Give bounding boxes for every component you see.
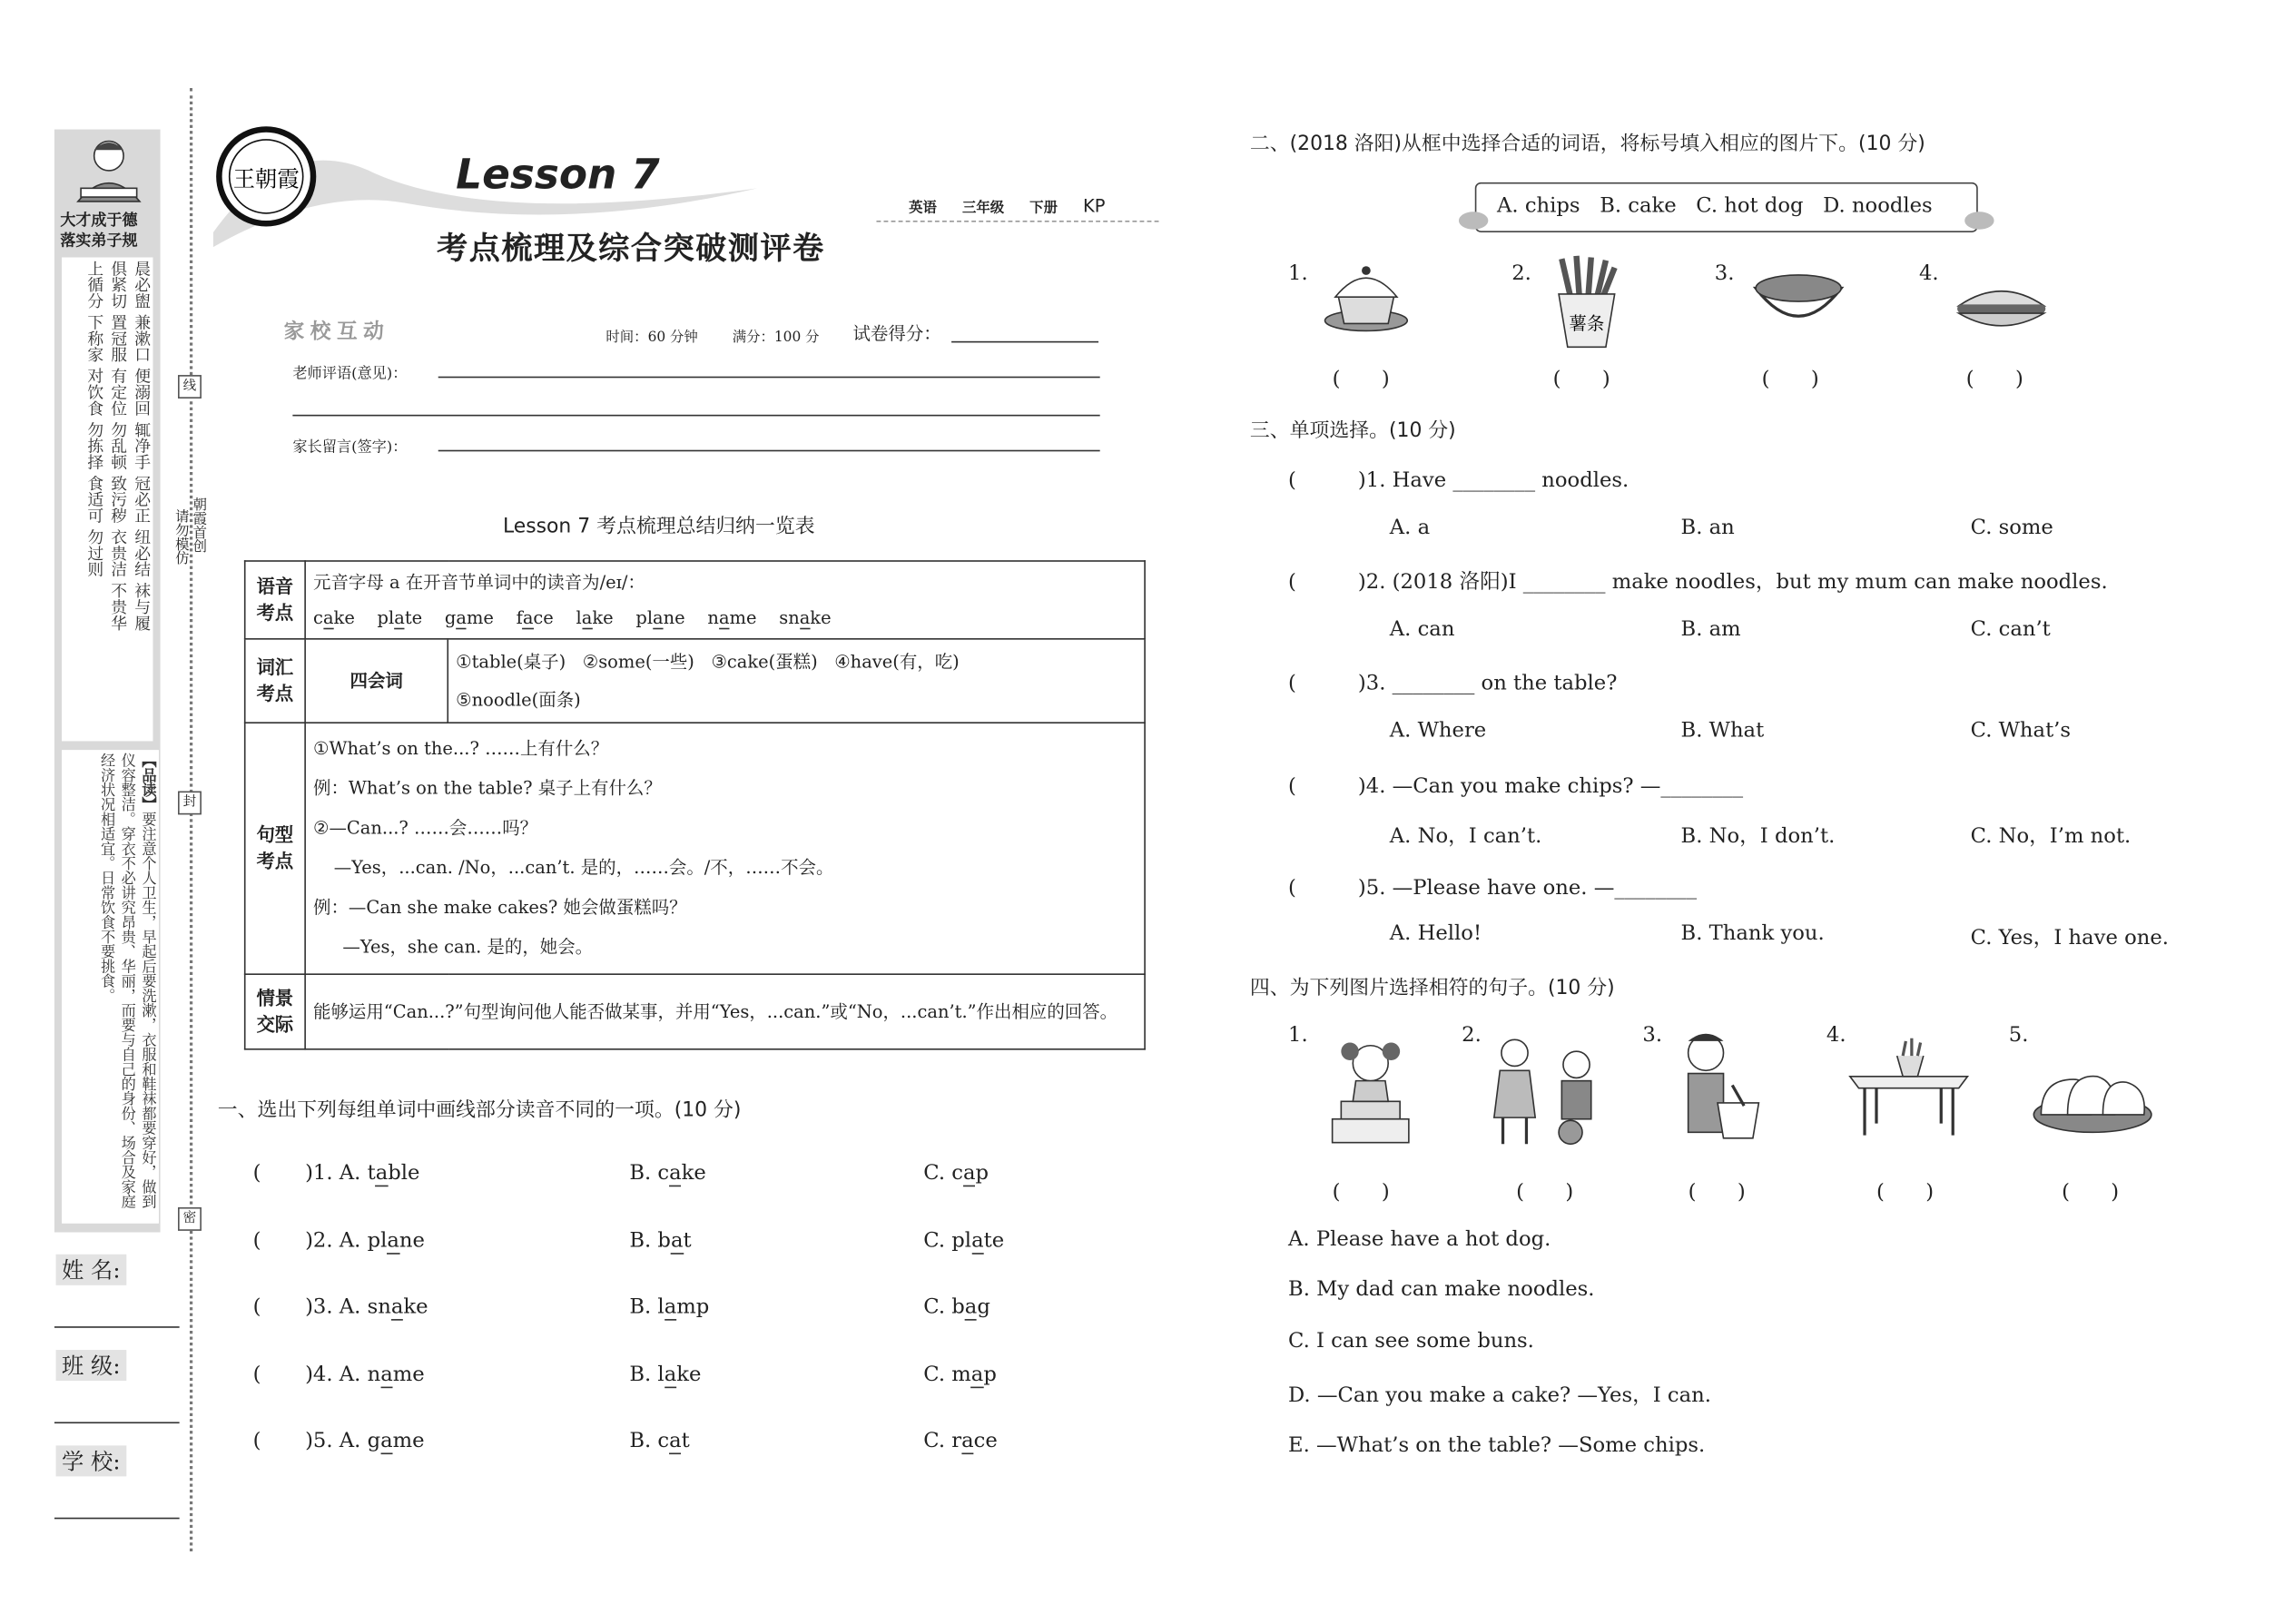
word-part: pl <box>635 607 654 628</box>
underlined-word <box>779 607 831 629</box>
sentence-option: D. —Can you make a cake? —Yes，I can. <box>1288 1383 1711 1408</box>
option-c: C. cap <box>923 1161 989 1186</box>
situation-content: 能够运用“Can...?”句型询问他人能否做某事，并用“Yes，...can.”或“No，...can’t.”作出相应的回答。 <box>305 974 1145 1049</box>
tag-grade: 三年级 <box>961 200 1005 217</box>
wangzhaoxia-logo <box>213 121 320 227</box>
answer-blank[interactable]: ( <box>252 1362 261 1386</box>
tag-edition: KP <box>1083 195 1106 217</box>
motto-2: 落实弟子规 <box>60 231 138 251</box>
phonetics-content <box>305 561 1145 639</box>
word-part: t <box>367 1161 376 1186</box>
sentence-option: E. —What’s on the table? —Some chips. <box>1288 1433 1706 1458</box>
verse-column: 晨必盥 兼漱口 便溺回 辄净手 冠必正 纽必结 袜与履 <box>132 260 152 631</box>
pindu-box <box>62 750 159 1224</box>
word-part: ke <box>592 607 614 628</box>
word-part: m <box>951 1362 971 1386</box>
word-part: g <box>367 1429 381 1453</box>
option-c: C. plate <box>923 1228 1005 1253</box>
word-part: t <box>681 1429 690 1453</box>
underlined-word <box>313 607 355 629</box>
school-field[interactable] <box>54 1518 180 1520</box>
word-part: g <box>977 1295 990 1320</box>
answer-blank[interactable]: ( <box>1288 570 1338 595</box>
home-school-label: 家校互动 <box>283 320 390 345</box>
question-row <box>1288 566 2108 595</box>
binding-mark: 密 <box>178 1207 202 1231</box>
sentence-line: —Yes，she can. 是的，她会。 <box>342 936 594 958</box>
underlined-word <box>517 607 554 629</box>
picture-number: 4. <box>1826 1023 1846 1048</box>
vocab-row <box>245 639 1145 723</box>
option-c: C. race <box>923 1429 998 1453</box>
word-part: pl <box>367 1228 388 1253</box>
answer-blank[interactable]: ( <box>1288 876 1338 901</box>
picture-number: 3. <box>1642 1023 1663 1048</box>
word-options: A. chips B. cake C. hot dog D. noodles <box>1497 193 1933 218</box>
score-field[interactable] <box>951 341 1098 343</box>
underlined-letter: a <box>322 607 334 628</box>
underlined-word <box>635 607 684 629</box>
underlined-letter: a <box>375 1161 389 1186</box>
question-row <box>1288 668 1617 697</box>
leaf-decoration <box>1456 203 2000 236</box>
underlined-word <box>657 1363 701 1388</box>
underlined-letter: a <box>394 607 405 628</box>
word-part: sn <box>779 607 800 628</box>
underlined-word <box>368 1228 425 1254</box>
answer-blank[interactable]: ( ) <box>1332 1180 1390 1205</box>
question-row <box>1288 770 1743 799</box>
answer-blank[interactable]: ( ) <box>1552 367 1610 391</box>
underlined-word <box>378 607 423 629</box>
word-part: g <box>444 607 457 628</box>
sentence-content <box>305 723 1145 974</box>
row-header: 情景交际 <box>245 974 305 1049</box>
vocab-item: ②some(一些) <box>582 651 694 673</box>
dizigui-verse <box>62 257 153 741</box>
buns-picture <box>2029 1068 2155 1138</box>
word-part: r <box>951 1429 962 1453</box>
answer-option: A. can <box>1389 616 1455 641</box>
notice-1: 朝霞首创 <box>189 497 206 554</box>
parent-message-field[interactable] <box>438 450 1100 452</box>
underlined-letter: a <box>664 1362 677 1386</box>
underlined-letter: a <box>962 1161 976 1186</box>
picture-number: 1. <box>1288 1023 1308 1048</box>
word-part: n <box>367 1362 381 1386</box>
word-part: c <box>657 1429 670 1453</box>
word-part: t <box>683 1228 692 1253</box>
answer-blank[interactable]: ( <box>252 1429 261 1453</box>
word-part: me <box>729 607 757 628</box>
motto-1: 大才成于德 <box>60 212 138 230</box>
underlined-letter: a <box>718 607 730 628</box>
score-label: 试卷得分： <box>852 323 941 345</box>
word-part: p <box>983 1362 997 1386</box>
svg-text:薯条: 薯条 <box>1569 312 1605 334</box>
sentence-option: A. Please have a hot dog. <box>1288 1227 1551 1252</box>
underlined-letter: a <box>390 1295 404 1320</box>
underlined-letter: a <box>799 607 811 628</box>
answer-blank[interactable]: ( ) <box>1965 367 2023 391</box>
picture-number: 3. <box>1714 261 1735 286</box>
option-b: B. bat <box>629 1228 692 1253</box>
two-children-picture <box>1482 1032 1609 1153</box>
class-label: 班 级: <box>56 1350 126 1381</box>
man-cooking-picture <box>1673 1027 1767 1147</box>
word-part: me <box>466 607 494 628</box>
answer-option: C. What’s <box>1970 718 2072 743</box>
word-part: pl <box>951 1228 972 1253</box>
word-part: l <box>576 607 582 628</box>
answer-blank[interactable]: ( <box>252 1228 261 1253</box>
question-text: )5. —Please have one. —________ <box>1357 876 1698 901</box>
row-header: 句型考点 <box>245 723 305 974</box>
word-part: ke <box>333 607 355 628</box>
word-part: te <box>404 607 423 628</box>
option-c: C. bag <box>923 1295 990 1320</box>
full-score: 满分：100 分 <box>732 329 820 346</box>
underlined-letter: a <box>456 607 467 628</box>
class-field[interactable] <box>54 1422 180 1423</box>
row-header: 词汇考点 <box>245 639 305 723</box>
underlined-letter: a <box>961 1429 974 1453</box>
question-text: )4. —Can you make chips? —________ <box>1357 774 1744 798</box>
school-label: 学 校: <box>56 1445 126 1476</box>
underlined-letter: a <box>387 1228 399 1253</box>
phonetics-intro: 元音字母 a 在开音节单词中的读音为/eɪ/： <box>313 572 645 593</box>
phonetics-words <box>313 607 832 629</box>
answer-blank[interactable]: ( <box>1288 468 1338 493</box>
sentence-line: 例：—Can she make cakes? 她会做蛋糕吗？ <box>313 897 687 918</box>
lesson-title: Lesson 7 <box>456 150 660 199</box>
question-number: )5. A. <box>305 1429 368 1453</box>
underlined-word <box>951 1228 1004 1254</box>
sentence-option: B. My dad can make noodles. <box>1288 1277 1595 1302</box>
answer-option: C. No，I’m not. <box>1970 824 2132 849</box>
word-part: c <box>657 1161 670 1186</box>
word-part: ke <box>810 607 832 628</box>
question-text: )3. ________ on the table? <box>1357 672 1618 696</box>
notice-2: 请勿模仿 <box>172 508 189 566</box>
copyright-notice <box>171 497 206 566</box>
option-b: B. lamp <box>629 1295 710 1320</box>
summary-table <box>244 560 1146 1049</box>
answer-blank[interactable]: ( ) <box>1516 1180 1574 1205</box>
question-row <box>253 1162 420 1186</box>
verse-column: 上循分 下称家 对饮食 勿拣择 食适可 勿过则 <box>84 260 105 577</box>
underlined-letter: a <box>653 607 664 628</box>
underlined-letter: a <box>664 1295 677 1320</box>
question-row <box>253 1430 425 1453</box>
paper-title: 考点梳理及综合突破测评卷 <box>437 229 825 267</box>
word-part: f <box>516 607 523 628</box>
word-part: ce <box>973 1429 998 1453</box>
word-part: me <box>392 1362 425 1386</box>
teacher-comment-field[interactable] <box>438 377 1100 379</box>
question-text: )1. Have ________ noodles. <box>1357 468 1629 493</box>
word-part: ce <box>533 607 554 628</box>
name-label: 姓 名: <box>56 1255 126 1285</box>
cake-picture <box>1321 259 1412 341</box>
underlined-word <box>951 1363 997 1388</box>
word-part: me <box>392 1429 425 1453</box>
tag-volume: 下册 <box>1029 200 1058 217</box>
question-number: )3. A. <box>305 1295 368 1320</box>
underlined-letter: a <box>522 607 534 628</box>
sentence-option: C. I can see some buns. <box>1288 1329 1534 1353</box>
word-part: ke <box>676 1362 702 1386</box>
underlined-letter: a <box>669 1161 682 1186</box>
phonetics-row <box>245 561 1145 639</box>
answer-option: C. some <box>1970 515 2053 539</box>
teacher-comment-field-line2[interactable] <box>292 415 1099 417</box>
underlined-letter: a <box>380 1362 393 1386</box>
vocab-item: ①table(桌子) <box>456 651 566 673</box>
hot-dog-picture <box>1953 280 2050 339</box>
underlined-word <box>657 1295 709 1321</box>
word-part: ne <box>399 1228 425 1253</box>
word-part: b <box>657 1228 671 1253</box>
answer-blank[interactable]: ( ) <box>1688 1180 1746 1205</box>
option-c: C. map <box>923 1362 997 1386</box>
question-row <box>1288 465 1629 494</box>
underlined-word <box>368 1363 425 1388</box>
word-part: sn <box>367 1295 391 1320</box>
underlined-letter: a <box>380 1429 393 1453</box>
underlined-letter: a <box>964 1295 978 1320</box>
answer-blank[interactable]: ( <box>252 1295 261 1320</box>
answer-blank[interactable]: ( ) <box>1332 367 1390 391</box>
word-part: pl <box>377 607 395 628</box>
sentence-line: —Yes，...can. /No，...can’t. 是的，……会。/不，……不会。 <box>333 857 834 879</box>
answer-option: A. a <box>1389 515 1431 539</box>
answer-blank[interactable]: ( <box>1288 774 1338 798</box>
tag-subject: 英语 <box>909 200 937 217</box>
vocab-item: ④have(有，吃) <box>834 651 960 673</box>
picture-number: 5. <box>2008 1023 2029 1048</box>
answer-option: A. Where <box>1389 718 1487 743</box>
section2-title: 二、(2018 洛阳)从框中选择合适的词语，将标号填入相应的图片下。(10 分) <box>1249 132 1925 156</box>
word-part: ne <box>663 607 685 628</box>
underlined-word <box>707 607 756 629</box>
girl-with-cake-picture <box>1321 1037 1421 1151</box>
vocab-subheader: 四会词 <box>305 639 448 723</box>
answer-option: C. can’t <box>1970 616 2051 641</box>
word-part: c <box>313 607 323 628</box>
answer-option: B. What <box>1680 718 1765 743</box>
binding-mark: 线 <box>178 375 202 399</box>
summary-title: Lesson 7 考点梳理总结归纳一览表 <box>503 514 815 538</box>
picture-number: 2. <box>1511 261 1531 286</box>
sentence-row <box>245 723 1145 974</box>
word-part: l <box>657 1295 665 1320</box>
question-row <box>1288 871 1697 901</box>
table-with-chips-picture <box>1847 1038 1971 1141</box>
underlined-word <box>951 1162 989 1187</box>
answer-option: B. No，I don’t. <box>1680 824 1836 849</box>
question-number: )1. A. <box>305 1161 368 1186</box>
word-part: p <box>975 1161 989 1186</box>
underlined-letter: a <box>970 1362 984 1386</box>
time-limit: 时间：60 分钟 <box>605 329 698 346</box>
answer-option: A. Hello! <box>1389 922 1482 947</box>
underlined-word <box>657 1162 705 1187</box>
parent-message-label: 家长留言(签字)： <box>292 439 408 457</box>
question-row <box>253 1295 428 1319</box>
pindu-label: 【品读】 <box>138 753 155 812</box>
boy-reading-illustration <box>66 135 152 209</box>
binding-dotted-line <box>190 88 192 1551</box>
verse-column: 俱紧切 置冠服 有定位 勿乱顿 致污秽 衣贵洁 不贵华 <box>108 260 128 631</box>
underlined-letter: a <box>670 1228 684 1253</box>
vocab-item: ⑤noodle(面条) <box>456 689 581 711</box>
answer-option: B. an <box>1680 515 1735 539</box>
option-b: B. cake <box>629 1161 706 1186</box>
vocab-content <box>448 639 1145 723</box>
logo-text: 王朝霞 <box>232 165 300 192</box>
word-part: c <box>951 1161 963 1186</box>
answer-blank[interactable]: ( ) <box>1876 1180 1935 1205</box>
underlined-word <box>368 1295 428 1321</box>
sentence-line: ②—Can...? ……会……吗？ <box>313 817 538 839</box>
sentence-line: ①What’s on the...? ……上有什么？ <box>313 738 609 759</box>
underlined-word <box>657 1228 691 1254</box>
pindu-text: 要注意个人卫生，早起后要洗漱，衣服和鞋袜都要穿好，做到仪容整洁。穿衣不必讲究昂贵、华丽，而要与自己的身份、场合及家庭经济状况相适宜。日常饮食不要挑食。 <box>96 753 155 1209</box>
word-part: ke <box>403 1295 428 1320</box>
sentence-line: 例：What’s on the table? 桌子上有什么？ <box>313 777 662 799</box>
answer-option: B. am <box>1680 616 1741 641</box>
word-part: l <box>657 1362 665 1386</box>
subject-tags <box>909 195 1105 216</box>
word-part: n <box>707 607 719 628</box>
underlined-word <box>368 1162 420 1187</box>
picture-number: 2. <box>1462 1023 1482 1048</box>
name-field[interactable] <box>54 1326 180 1328</box>
underlined-letter: a <box>971 1228 984 1253</box>
vocab-item: ③cake(蛋糕) <box>711 651 818 673</box>
chips-picture <box>1550 253 1623 353</box>
underlined-word <box>951 1295 990 1321</box>
answer-blank[interactable]: ( ) <box>1761 367 1819 391</box>
word-part: mp <box>676 1295 710 1320</box>
decor-dash <box>876 221 1158 222</box>
answer-option: C. Yes，I have one. <box>1970 927 2169 950</box>
answer-option: B. Thank you. <box>1680 922 1825 947</box>
question-number: )2. A. <box>305 1228 368 1253</box>
underlined-letter: a <box>669 1429 682 1453</box>
word-part: ke <box>681 1161 706 1186</box>
word-part: te <box>983 1228 1005 1253</box>
binding-mark: 封 <box>178 792 202 815</box>
question-number: )4. A. <box>305 1362 368 1386</box>
noodles-picture <box>1750 268 1847 339</box>
section3-title: 三、单项选择。(10 分) <box>1249 418 1456 443</box>
answer-blank[interactable]: ( <box>1288 672 1338 696</box>
question-row <box>253 1228 425 1252</box>
word-part: ble <box>388 1161 420 1186</box>
option-b: B. cat <box>629 1429 690 1453</box>
underlined-word <box>445 607 494 629</box>
question-text: )2. (2018 洛阳)I ________ make noodles，but my mum can make noodles. <box>1357 570 2108 595</box>
section1-title: 一、选出下列每组单词中画线部分读音不同的一项。(10 分) <box>217 1098 742 1122</box>
picture-number: 4. <box>1918 261 1939 286</box>
answer-option: A. No，I can’t. <box>1389 824 1542 849</box>
word-part: b <box>951 1295 965 1320</box>
row-header: 语音考点 <box>245 561 305 639</box>
situation-row <box>245 974 1145 1049</box>
teacher-comment-label: 老师评语(意见)： <box>292 366 408 383</box>
picture-number: 1. <box>1288 261 1308 286</box>
answer-blank[interactable]: ( ) <box>2062 1180 2120 1205</box>
underlined-word <box>657 1430 689 1455</box>
answer-blank[interactable]: ( <box>252 1161 261 1186</box>
underlined-letter: a <box>581 607 593 628</box>
underlined-word <box>576 607 614 629</box>
underlined-word <box>951 1430 998 1455</box>
question-row <box>253 1363 425 1386</box>
section4-title: 四、为下列图片选择相符的句子。(10 分) <box>1249 976 1615 1000</box>
underlined-word <box>368 1430 425 1455</box>
option-b: B. lake <box>629 1362 702 1386</box>
